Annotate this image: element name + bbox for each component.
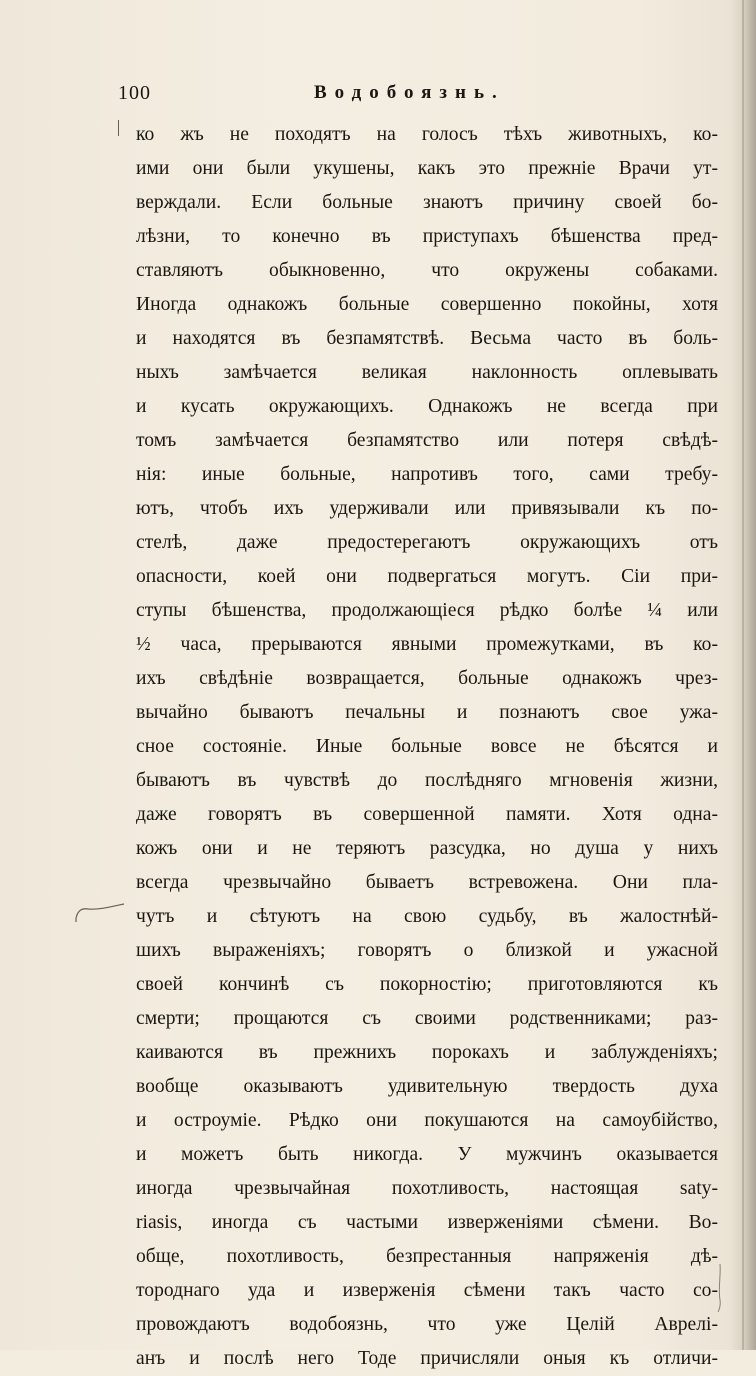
text-line: ставляютъ обыкновенно, что окружены собаками. (136, 260, 718, 281)
text-line: иногда чрезвычайная похотливость, настоящая saty- (136, 1178, 718, 1199)
page-header (118, 82, 538, 110)
text-line: ютъ, чтобъ ихъ удерживали или привязывали къ по- (136, 498, 718, 519)
text-line: ступы бѣшенства, продолжающіеся рѣдко болѣе ¼ или (136, 600, 718, 621)
text-line: томъ замѣчается безпамятство или потеря свѣдѣ- (136, 430, 718, 451)
text-line: и кусать окружающихъ. Однакожъ не всегда при (136, 396, 718, 417)
page-number: 100 (118, 82, 151, 104)
text-line: чутъ и сѣтуютъ на свою судьбу, въ жалостнѣй- (136, 906, 718, 927)
text-line: вычайно бываютъ печальны и познаютъ свое ужа- (136, 702, 718, 723)
text-line: ими они были укушены, какъ это прежніе Врачи ут- (136, 158, 718, 179)
page-edge-shadow (730, 0, 756, 1350)
text-line: верждали. Если больные знаютъ причину своей бо- (136, 192, 718, 213)
text-line: своей кончинѣ съ покорностію; приготовляются къ (136, 974, 718, 995)
text-line: тороднаго уда и изверженія сѣмени такъ часто со- (136, 1280, 718, 1301)
running-head: Водобоязнь. (314, 82, 505, 103)
text-line: всегда чрезвычайно бываетъ встревожена. Они пла- (136, 872, 718, 893)
text-line: бываютъ въ чувствѣ до послѣдняго мгновенія жизни, (136, 770, 718, 791)
text-line: стелѣ, даже предостерегаютъ окружающихъ отъ (136, 532, 718, 553)
text-line: лѣзни, то конечно въ приступахъ бѣшенства пред- (136, 226, 718, 247)
text-line: кожъ они и не теряютъ разсудка, но душа у нихъ (136, 838, 718, 859)
text-line: шихъ выраженіяхъ; говорятъ о близкой и ужасной (136, 940, 718, 961)
text-line: опасности, коей они подвергаться могутъ. Сіи при- (136, 566, 718, 587)
text-line: ½ часа, прерываются явными промежутками, въ ко- (136, 634, 718, 655)
text-line: даже говорятъ въ совершенной памяти. Хотя одна- (136, 804, 718, 825)
text-line: анъ и послѣ него Тоде причисляли оныя къ отличи- (136, 1348, 718, 1369)
text-line: нія: иные больные, напротивъ того, сами требу- (136, 464, 718, 485)
margin-bracket-mark (72, 900, 128, 922)
text-line: и остроуміе. Рѣдко они покушаются на самоубійство, (136, 1110, 718, 1131)
text-line: сное состояніе. Иные больные вовсе не бѣсятся и (136, 736, 718, 757)
text-line: ко жъ не походятъ на голосъ тѣхъ животныхъ, ко- (136, 124, 718, 145)
text-line: ихъ свѣдѣніе возвращается, больные однакожъ чрез- (136, 668, 718, 689)
text-line: riasis, иногда съ частыми изверженіями сѣмени. Во- (136, 1212, 718, 1233)
text-line: вообще оказываютъ удивительную твердость духа (136, 1076, 718, 1097)
text-line: Иногда однакожъ больные совершенно покойны, хотя (136, 294, 718, 315)
text-line: обще, похотливость, безпрестанныя напряженія дѣ- (136, 1246, 718, 1267)
text-line: каиваются въ прежнихъ порокахъ и заблужденіяхъ; (136, 1042, 718, 1063)
text-line: смерти; прощаются съ своими родственниками; раз- (136, 1008, 718, 1029)
body-text (136, 118, 718, 1376)
margin-pencil-mark (118, 120, 119, 136)
text-line: и можетъ быть никогда. У мужчинъ оказывается (136, 1144, 718, 1165)
text-line: ныхъ замѣчается великая наклонность оплевывать (136, 362, 718, 383)
text-line: и находятся въ безпамятствѣ. Весьма часто въ боль- (136, 328, 718, 349)
text-line: провождаютъ водобоязнь, что уже Целій Аврелі- (136, 1314, 718, 1335)
